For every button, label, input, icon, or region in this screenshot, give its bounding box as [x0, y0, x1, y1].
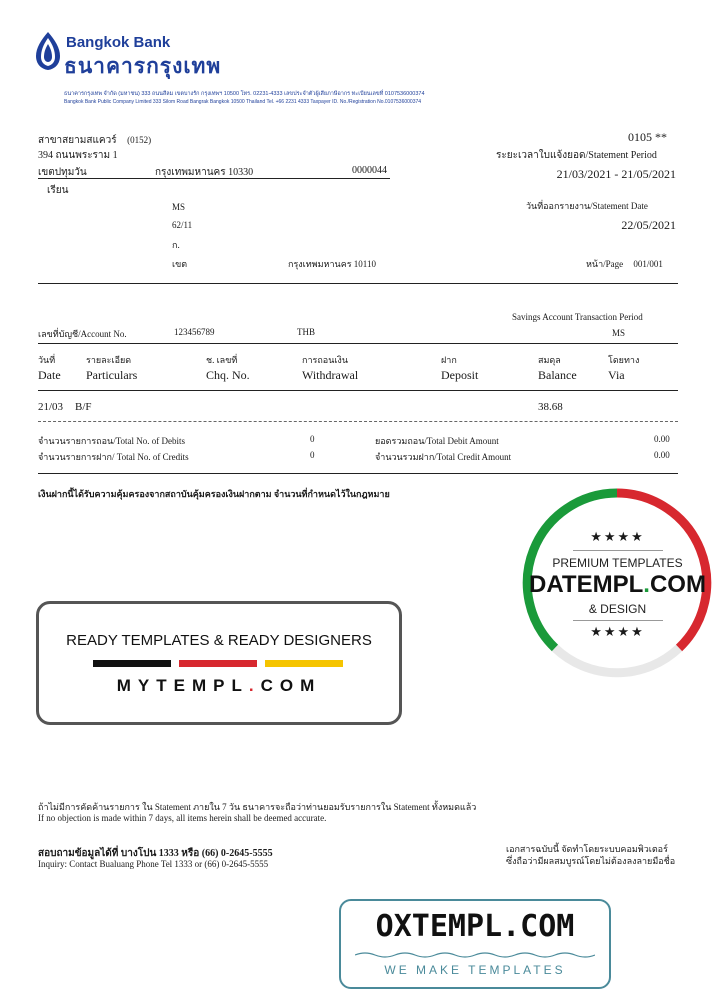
bangkok-bank-lotus-icon: [33, 30, 63, 72]
column-header-th: โดยทาง: [608, 355, 640, 365]
statement-number: 0105 **: [628, 130, 667, 144]
bank-address-th: ธนาคารกรุงเทพ จำกัด (มหาชน) 333 ถนนสีลม เขตบางรัก กรุงเทพฯ 10500 โทร. 02231-4333 เลขประจำตัวผู้เสียภาษีอากร ทะเบียนเลขที่ 0107536000374: [64, 91, 425, 97]
ready-templates-banner: [36, 601, 402, 725]
computer-generated-note-1: เอกสารฉบับนี้ จัดทำโดยระบบคอมพิวเตอร์: [506, 844, 668, 854]
stamp-stars-top: ★★★★: [590, 529, 645, 544]
total-debit-amount-label: ยอดรวมถอน/Total Debit Amount: [375, 436, 499, 446]
customer-address-2: ก.: [172, 240, 180, 250]
column-header-en: Balance: [538, 368, 577, 382]
row-balance: 38.68: [538, 401, 563, 413]
brand-name-th: ธนาคารกรุงเทพ: [64, 55, 222, 78]
total-credits-label: จำนวนรายการฝาก/ Total No. of Credits: [38, 452, 189, 462]
stamp-stars-bottom: ★★★★: [590, 624, 645, 639]
objection-note-en: If no objection is made within 7 days, all items herein shall be deemed accurate.: [38, 813, 327, 823]
column-header-th: สมดุล: [538, 355, 561, 365]
account-number-value: 123456789: [174, 327, 215, 337]
bank-address-en: Bangkok Bank Public Company Limited 333 Silom Road Bangrak Bangkok 10500 Thailand Tel. +66 2231 4333 Taxpayer ID. No./Registration No.0107536000374: [64, 99, 422, 105]
premium-templates-stamp: [515, 483, 720, 683]
total-credits-count: 0: [310, 450, 315, 460]
inquiry-en: Inquiry: Contact Bualuang Phone Tel 1333 or (66) 0-2645-5555: [38, 859, 269, 869]
deposit-protection-note: เงินฝากนี้ได้รับความคุ้มครองจากสถาบันคุ้มครองเงินฝากตาม จำนวนที่กำหนดไว้ในกฎหมาย: [38, 489, 390, 499]
total-credit-amount-label: จำนวนรวมฝาก/Total Credit Amount: [375, 452, 512, 462]
section-divider-2: [38, 473, 678, 474]
statement-date-label: วันที่ออกรายงาน/Statement Date: [526, 201, 648, 211]
stamp-line-1: PREMIUM TEMPLATES: [552, 556, 683, 570]
stamp-brand: [515, 571, 720, 599]
mytempl-brand-main: MYTEMPL: [116, 676, 249, 695]
statement-period-label: ระยะเวลาใบแจ้งยอด/Statement Period: [496, 150, 657, 161]
column-header-en: Via: [608, 368, 625, 382]
stamp-rule-top: [573, 550, 663, 551]
column-header-th: รายละเอียด: [86, 355, 132, 365]
inquiry-th: สอบถามข้อมูลได้ที่ บางโปน 1333 หรือ (66) 0-2645-5555: [38, 848, 273, 859]
flag-bar-yellow: [265, 660, 343, 667]
stamp-line-3: & DESIGN: [588, 602, 647, 616]
account-currency: THB: [297, 327, 315, 337]
column-header-en: Deposit: [441, 368, 479, 382]
customer-address-1: 62/11: [172, 220, 193, 230]
branch-district: เขตปทุมวัน: [38, 167, 87, 178]
customer-title: MS: [172, 202, 186, 212]
total-credit-amount: 0.00: [654, 450, 670, 460]
total-debits-count: 0: [310, 434, 315, 444]
column-header-th: ฝาก: [441, 355, 457, 365]
branch-street: 394 ถนนพระราม 1: [38, 150, 118, 161]
statement-period-value: 21/03/2021 - 21/05/2021: [556, 167, 676, 181]
flag-bar-red: [179, 660, 257, 667]
branch-city: กรุงเทพมหานคร 10330: [155, 167, 254, 178]
table-header-line: [38, 390, 678, 391]
mytempl-brand-com: COM: [260, 676, 322, 695]
computer-generated-note-2: ซึ่งถือว่ามีผลสมบูรณ์โดยไม่ต้องลงลายมือชื่อ: [506, 856, 676, 866]
stamp-brand-main: DATEMPL: [529, 571, 644, 598]
row-particulars: B/F: [75, 401, 92, 413]
column-header-th: การถอนเงิน: [302, 355, 348, 365]
account-holder: MS: [612, 328, 626, 338]
account-number-label: เลขที่บัญชี/Account No.: [38, 329, 127, 339]
statement-date-value: 22/05/2021: [621, 218, 676, 232]
branch-name: [38, 133, 151, 148]
oxtempl-badge: [339, 899, 611, 989]
brand-name-en: Bangkok Bank: [66, 34, 171, 51]
row-date: 21/03: [38, 401, 64, 413]
total-debit-amount: 0.00: [654, 434, 670, 444]
salutation: เรียน: [47, 185, 69, 196]
flag-bar-black: [93, 660, 171, 667]
page-value: 001/001: [633, 259, 663, 269]
stamp-brand-dot: .: [643, 571, 650, 598]
row-divider: [38, 421, 678, 422]
oxtempl-brand: OXTEMPL.COM: [375, 909, 575, 944]
objection-note-th: ถ้าไม่มีการคัดค้านรายการ ใน Statement ภายใน 7 วัน ธนาคารจะถือว่าท่านยอมรับรายการใน Statement ทั้งหมดแล้ว: [38, 802, 477, 812]
stamp-brand-com: COM: [649, 571, 706, 598]
account-type-label: Savings Account Transaction Period: [512, 312, 643, 322]
mytempl-brand: [39, 676, 399, 696]
page-label: หน้า/Page: [586, 259, 624, 269]
total-debits-label: จำนวนรายการถอน/Total No. of Debits: [38, 436, 186, 446]
branch-ref: 0000044: [352, 165, 387, 176]
column-header-en: Date: [38, 368, 61, 382]
stamp-rule-bottom: [573, 620, 663, 621]
table-top-line: [38, 343, 678, 344]
branch-underline: [38, 178, 390, 179]
section-divider-1: [38, 283, 678, 284]
oxtempl-tagline: WE MAKE TEMPLATES: [384, 963, 566, 977]
column-header-th: วันที่: [38, 355, 56, 365]
column-header-en: Chq. No.: [206, 368, 250, 382]
customer-address-3: เขต: [172, 259, 188, 269]
column-header-en: Withdrawal: [302, 368, 359, 382]
customer-city: กรุงเทพมหานคร 10110: [288, 259, 376, 269]
wave-divider-icon: [355, 951, 595, 959]
column-header-th: ช. เลขที่: [206, 355, 238, 365]
branch-name-text: สาขาสยามสแควร์: [38, 135, 117, 146]
column-header-en: Particulars: [86, 368, 138, 382]
mytempl-brand-dot: .: [248, 676, 261, 695]
page-indicator: [586, 257, 663, 271]
branch-code: (0152): [127, 135, 152, 145]
ready-templates-line: READY TEMPLATES & READY DESIGNERS: [66, 632, 372, 649]
